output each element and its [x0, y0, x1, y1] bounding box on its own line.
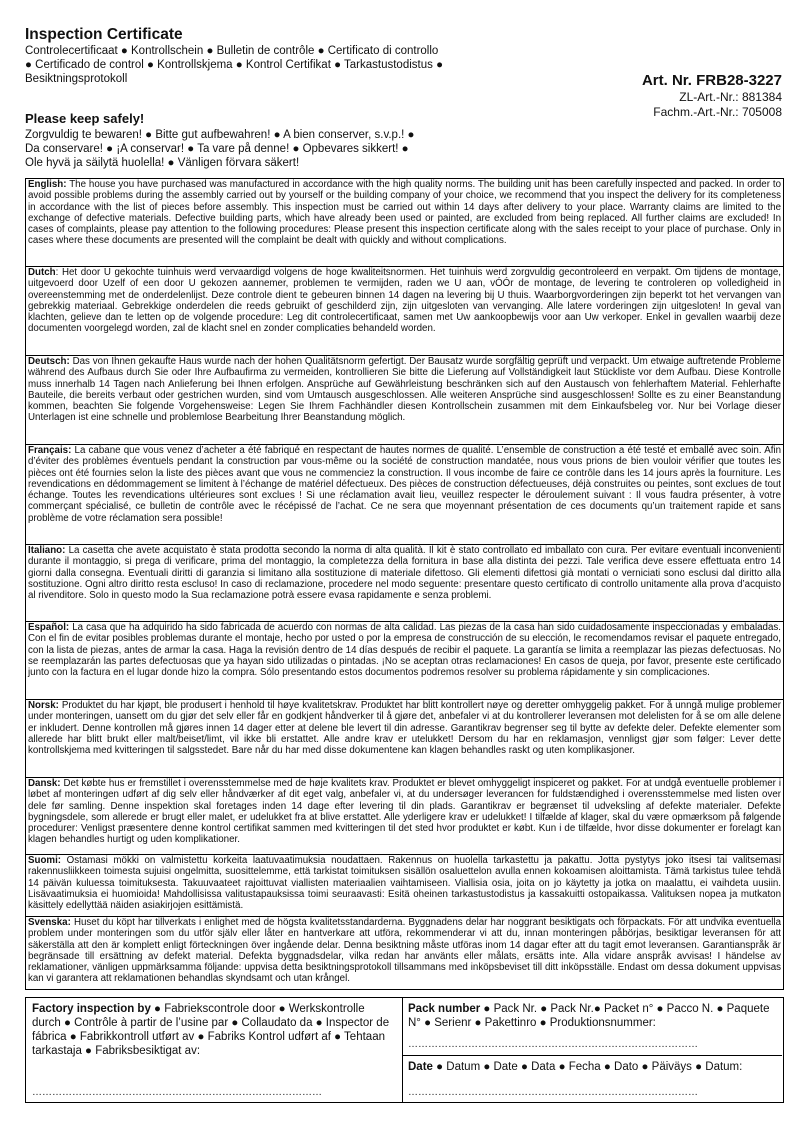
date-label: Date [408, 1061, 433, 1073]
section-text: Huset du köpt har tillverkats i enlighet med de högsta kvalitetsstandarderna. Byggnadens delar har noggrant besiktigats och förpackats. För att undvika eventuella problem under monteringen som du utför själv eller låter en hantverkare att utföra, rekommenderar vi att du, innan monteringen påbörjas, besiktigar leveransen för att säkerställa att den är komplett enligt förteckningen över ingående delar. Denna besiktning måste utföras inom 14 dagar efter att du tagit emot leveransen. Garantianspråk är begränsade till ersättning av defekt material. Defekta byggnadsdelar, vilka redan har använts eller målats, ersätts inte. Alla vidare anspråk avvisas! I händelse av reklamationer, vänligen uppmärksamma följande: uppvisa detta besiktningsprotokoll tillsammans med inköpsbeviset till ditt inköpsställe. Endast om dessa dokument uppvisas kan vi garantera att reklamationen behandlas skyndsamt och utan krångel. [28, 917, 781, 985]
section-text: Det købte hus er fremstillet i overensstemmelse med de høje kvalitets krav. Produktet er blevet omhyggeligt inspiceret og pakket. For at undgå eventuelle problemer i løbet af monteringen udført af dig selv eller håndværker af dit eget valg, anbefaler vi, at du undersøger leverancen for fuldstændighed i overensstemmelse med listen over dele før samling. Denne inspektion skal foretages inden 14 dage efter levering til din plads. Garantikrav er begrænset til udveksling af defekte materialer. Defekte bygningsdele, som allerede er brugt eller malet, er udelukket fra at blive erstattet. Alle yderligere krav er udelukket! I tilfælde af klager, skal du være opmærksom på følgende procedurer: Venligst præsentere denne kontrol certifikat sammen med kvitteringen til det sted hvor produktet er købt. Kun i de tilfælde, hvor disse dokumenter er forelagt kan klagen behandles hurtigt og uden komplikationer. [28, 778, 781, 846]
pack-number-field [403, 998, 782, 1056]
section-lang-label: English: [28, 179, 67, 190]
section-lang-label: Svenska: [28, 917, 71, 928]
fachm-article-number: Fachm.-Art.-Nr.: 705008 [653, 105, 782, 119]
section-text: The house you have purchased was manufactured in accordance with the high quality norms. The building unit has been carefully inspected and packed. In order to avoid possible problems during the assembly carried out by yourself or the building company of your choice, we recommend that you inspect the delivery for its completeness in accordance with the list of pieces before assembly. This inspection must be carried out within 14 days after delivery to your place. Warranty claims are limited to the exchange of defective materials. Defective building parts, which have already been used or painted, are excluded from being replaced. All further claims are excluded! In cases of complaints, please pay attention to the following procedures: Please present this inspection certificate along with the sales receipt to your place of purchase. Only in cases where these documents are presented will the complaint be dealt with quickly and without complications. [28, 179, 781, 247]
section-lang-label: Deutsch: [28, 356, 70, 367]
date-input-line[interactable]: …………………………………………………………………………… [408, 1087, 698, 1098]
factory-inspection-input-line[interactable]: …………………………………………………………………………… [32, 1087, 322, 1098]
section-text: La casetta che avete acquistato è stata prodotta secondo la norma di alta qualità. Il kit è stato controllato ed imballato con cura. Per evitare eventuali inconvenienti durante il montaggio, si prega di verificare, prima del montaggio, la completezza della fornitura in base alla distinta dei pezzi. Tale verifica deve essere effettuata entro 14 giorni dalla consegna. Eventuali diritti di garanzia si limitano alla sostituzione di materiale difettoso. Gli elementi difettosi già montati o verniciati sono esclusi dal diritto alla sostituzione. Ogni altro diritto resta escluso! In caso di reclamazione, procedere nel modo seguente: presentare questo certificato di controllo unitamente alla prova d’acquisto al rivenditore. Solo in questo modo la Sua reclamazione potrà essere evasa rapidamente e senza problemi. [28, 545, 781, 602]
section-espanol [26, 622, 783, 700]
section-lang-label: Suomi: [28, 855, 62, 866]
article-number-block [642, 72, 782, 120]
factory-inspection-translations: ● Fabriekscontrole door ● Werkskontrolle durch ● Contrôle à partir de l’usine par ● Collaudato da ● Inspector de fábrica ● Fabrikkontroll utført av ● Fabriks Kontrol udført af ● Tehtaan tarkastaja ● Fabriksbesiktigat av: [32, 1003, 390, 1057]
section-lang-label: Dansk: [28, 778, 61, 789]
pack-number-input-line[interactable]: …………………………………………………………………………… [408, 1039, 698, 1050]
pack-number-label: Pack number [408, 1003, 481, 1015]
pack-date-fields [402, 998, 783, 1102]
section-lang-label: Español: [28, 622, 70, 633]
section-text: : Het door U gekochte tuinhuis werd vervaardigd volgens de hoge kwaliteitsnormen. Het tuinhuis werd zorgvuldig gecontroleerd en verpakt. Om tijdens de montage, uitgevoerd door Uzelf of een door U gekozen aannemer, problemen te vermijden, raden we U aan, vÓÓr de montage, de levering te controleren op volledigheid in overeenstemming met de onderdelenlijst. Deze controle dient te gebeuren binnen 14 dagen na levering bij U thuis. Waarborgvorderingen zijn beperkt tot het vervangen van gebrekkig materiaal. Gebrekkige onderdelen die reeds gebruikt of geschilderd zijn, zijn uitgesloten van vervanging. Alle latere vorderingen zijn uitgesloten! In geval van klachten, gelieve dan te letten op de volgende procedure: Leg dit controlecertificaat, samen met Uw aankoopbewijs voor aan Uw verkoper. Enkel in gevallen waarbij deze documenten voorgelegd worden, zal de klacht snel en zonder complicaties behandeld worden. [28, 267, 781, 335]
section-italiano [26, 545, 783, 622]
language-sections-box [25, 178, 784, 990]
pack-number-translations: ● Pack Nr. ● Pack Nr.● Packet n° ● Pacco N. ● Paquete N° ● Serienr ● Pakettinro ● Produktionsnummer: [408, 1003, 770, 1029]
section-text: La cabane que vous venez d’acheter a été fabriqué en respectant de hautes normes de qualité. L’ensemble de construction a été testé et emballé avec soin. Afin d’éviter des problèmes éventuels pendant la construction par vous-même ou la société de construction mandatée, nous vous prions de bien vouloir vérifier que toutes les pièces ont été fournies selon la liste des pièces avant que vous ne commenciez la construction. Il vous incombe de faire ce contrôle dans les 14 jours après la fourniture. Les revendications en dédommagement se limitent à l’échange de matériel défectueux. Des pièces de construction défectueuses, déjà construites ou peintes, sont exclues de tout échange. Toutes les revendications ultérieures sont exclues ! Si une réclamation avait lieu, veuillez respecter le déroulement suivant : Il vous faudra présenter, à votre commerçant spécialisé, ce bulletin de contrôle avec le récépissé de l’achat. Ce ne sera que moyennant présentation de ces documents qu’un traitement rapide et sans problème de votre réclamation sera possible! [28, 445, 781, 524]
factory-inspection-label: Factory inspection by [32, 1003, 151, 1015]
keep-safely-heading: Please keep safely! [25, 111, 145, 126]
factory-inspection-field [26, 998, 402, 1102]
section-text: Ostamasi mökki on valmistettu korkeita laatuvaatimuksia noudattaen. Rakennus on huolella tarkastettu ja pakattu. Jotta pystytys joko itsesi tai valitsemasi rakennusliikkeen toimesta sujuisi ongelmitta, suosittelemme, että tarkistat toimituksen sisällön osaluettelon avulla ennen kokoamisen aloittamista. Tämä tarkistus tulee tehdä 14 päivän kuluessa toimituksesta. Takuuvaateet rajoittuvat viallisten materiaalien vaihtamiseen. Viallisia osia, joita on jo käytetty ja jotka on maalattu, ei vaihdeta uusiin. Lisävaatimuksia ei huomioida! Mahdollisissa valitustapauksissa toimi seuraavasti: Esitä oheinen tarkastustodistus ja kassakuitti ostopaikassa. Valituksen nopea ja mutkaton käsittely edellyttää näiden asiakirjojen esittämistä. [28, 855, 781, 912]
section-deutsch [26, 356, 783, 445]
section-text: Das von Ihnen gekaufte Haus wurde nach der hohen Qualitätsnorm gefertigt. Der Bausatz wurde sorgfältig geprüft und verpackt. Um etwaige auftretende Probleme während des Aufbaus durch Sie oder Ihre Aufbaufirma zu vermeiden, kontrollieren Sie bitte die Lieferung auf Vollständigkeit laut Stückliste vor dem Aufbau. Diese Kontrolle muss innerhalb 14 Tagen nach Anlieferung bei Ihnen erfolgen. Ansprüche auf Gewährleistung beschränken sich auf den Austausch von fehlerhaftem Material. Fehlerhafte Bauteile, die bereits verbaut oder gestrichen wurden, sind vom Umtausch ausgeschlossen. Alle weiteren Ansprüche sind ausgeschlossen! Sollte es zu einer Beanstandung kommen, beachten Sie folgende Vorgehensweise: Legen Sie Ihrem Fachhändler diesen Kontrollschein zusammen mit dem Einkaufsbeleg vor. Nur bei Vorlage dieser Unterlagen ist eine schnelle und problemlose Bearbeitung Ihrer Beanstandung möglich. [28, 356, 781, 424]
section-lang-label: Italiano: [28, 545, 66, 556]
section-lang-label: Français: [28, 445, 72, 456]
section-english [26, 179, 783, 267]
article-number: Art. Nr. FRB28-3227 [641, 72, 782, 89]
keep-safely-translations: Zorgvuldig te bewaren! ● Bitte gut aufbewahren! ● A bien conserver, s.v.p.! ● Da conservare! ● ¡A conservar! ● Ta vare på denne! ● Opbevares sikkert! ● Ole hyvä ja säilytä huolella! ● Vänligen förvara säkert! [25, 129, 415, 169]
section-dansk [26, 778, 783, 855]
date-translations: ● Datum ● Date ● Data ● Fecha ● Dato ● Päiväys ● Datum: [432, 1061, 743, 1073]
section-svenska [26, 917, 783, 989]
zl-article-number: ZL-Art.-Nr.: 881384 [679, 90, 782, 104]
section-text: La casa que ha adquirido ha sido fabricada de acuerdo con normas de alta calidad. Las piezas de la casa han sido cuidadosamente inspeccionadas y embaladas. Con el fin de evitar posibles problemas durante el montaje, hecho por usted o por la empresa de construcción de su elección, le recomendamos revisar el paquete entregado, con la lista de piezas, antes de armar la casa. Haga la revisión dentro de 14 días después de recibir el paquete. La garantía se limita a reemplazar las piezas defectuosas. No se reemplazarán las partes defectuosas que ya hayan sido utilizadas o pintadas. ¡No se aceptan otras reclamaciones! En casos de queja, por favor, presente este certificado junto con la factura en el lugar donde hizo la compra. Sólo presentando estos documentos podremos resolver su problema rápidamente y sin complicaciones. [28, 622, 781, 679]
section-text: Produktet du har kjøpt, ble produsert i henhold til høye kvalitetskrav. Produktet har blitt kontrollert nøye og deretter omhyggelig pakket. For å unngå mulige problemer under monteringen, uansett om du gjør det selv eller får en godkjent håndverker til å gjøre det, anbefaler vi at du kontrollerer leveransen mot delelisten for å se om alle delene er inkludert. Denne kontrollen må gjøres innen 14 dager etter at delene ble levert til din adresse. Garantikrav begrenser seg til bytte av defekte deler. Defekte elementer som allerede har blitt brukt eller malt/beiset/limt, vil ikke bli erstattet. Alle andre krav er utelukket! Dersom du har en reklamasjon, vennligst gjør som følger: Lever dette kontrollskjema med kvitteringen til salgsstedet. Bare når du har med disse dokumentene kan klagen behandles raskt og uten komplikasjoner. [28, 700, 781, 757]
certificate-subtitle: Controlecertificaat ● Kontrollschein ● Bulletin de contrôle ● Certificato di controllo ● Certificado de control ● Kontrollskjema ● Kontrol Certifikat ● Tarkastustodistus ● Besiktningsprotokoll [25, 45, 444, 85]
section-norsk [26, 700, 783, 778]
section-lang-label: Dutch [28, 267, 56, 278]
date-field [403, 1056, 782, 1102]
section-lang-label: Norsk: [28, 700, 59, 711]
section-suomi [26, 855, 783, 917]
page-title: Inspection Certificate [25, 26, 183, 43]
section-dutch [26, 267, 783, 356]
section-francais [26, 445, 783, 545]
inspection-fields-box [25, 997, 784, 1103]
